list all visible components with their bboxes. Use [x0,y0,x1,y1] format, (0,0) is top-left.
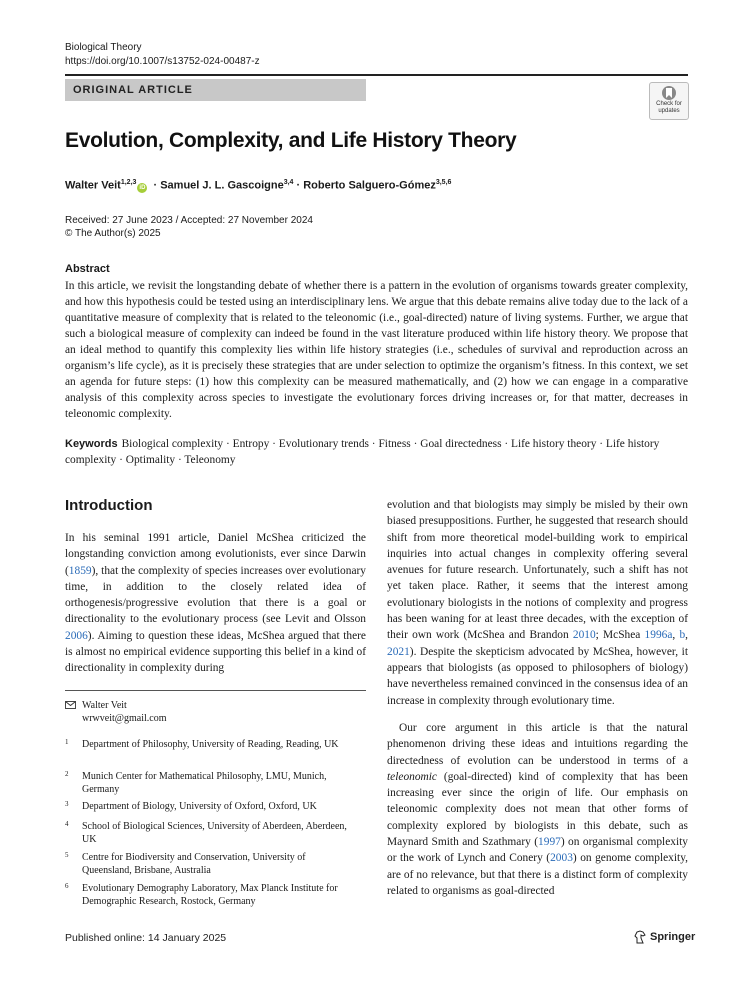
author-separator: · [293,179,304,192]
emphasis-text: teleonomic [387,770,437,783]
citation-link[interactable]: b [679,629,686,642]
affiliation-item [65,851,366,877]
text-run: , [672,629,680,642]
affiliation-text: School of Biological Sciences, University of Aberdeen, Aberdeen, UK [82,821,347,845]
article-type-banner: ORIGINAL ARTICLE [65,79,366,101]
keywords-heading: Keywords [65,438,118,450]
citation-link[interactable]: 2006 [65,629,88,642]
author-name[interactable]: Roberto Salguero-Gómez [303,179,436,192]
keywords-list: Biological complexity · Entropy · Evolutionary trends · Fitness · Goal directedness · Life history theory · Life history complexity · Optimality · Teleonomy [65,438,660,466]
published-online-date: Published online: 14 January 2025 [65,932,227,944]
affiliation-text: Centre for Biodiversity and Conservation, University of Queensland, Brisbane, Australia [82,852,306,876]
citation-link[interactable]: 2003 [550,852,573,865]
publisher-logo [634,930,695,944]
affiliation-item [65,820,366,846]
keywords-section [65,436,688,468]
citation-link[interactable]: 2021 [387,645,410,658]
crossmark-icon [661,85,677,101]
check-updates-line2: updates [658,108,680,114]
author-list [65,176,451,193]
text-run: ). Aiming to question these ideas, McShea argued that there is almost no empirical evidence supporting this belief in a kind of directionality in complexity during [65,629,366,675]
affiliation-text: Munich Center for Mathematical Philosophy, LMU, Munich, Germany [82,771,327,795]
text-run: ; McShea [595,629,645,642]
introduction-heading: Introduction [65,497,153,514]
citation-link[interactable]: 1997 [538,836,561,849]
doi-link[interactable]: https://doi.org/10.1007/s13752-024-00487-z [65,56,260,67]
affiliation-text: Evolutionary Demography Laboratory, Max Planck Institute for Demographic Research, Rostock, Germany [82,883,338,907]
text-run: ), that the complexity of species increases over evolutionary time, in addition to the closely related idea of orthogenesis/progressive evolution that there is a goal or directionality to the evolutionary process (see Levit and Olsson [65,564,366,626]
abstract-text: In this article, we revisit the longstanding debate of whether there is a pattern in the evolution of organisms towards greater complexity, and how this hypothesis could be tested using an interdisciplinary lens. We argue that this debate remains alive today due to the lack of a quantitative measure of complexity that is related to the teleonomic (i.e., goal-directed) nature of living systems. Further, we argue that such a biological measure of complexity can indeed be found in the vast literature produced within life history theory. We propose that an ideal method to quantify this complexity lies within life history strategies (i.e., schedules of survival and reproduction across an organism’s life cycle), as it is precisely these strategies that are under selection to optimize the organism’s fitness. In this context, we set an agenda for future steps: (1) how this complexity can be measured mathematically, and (2) how we can engage in a comparative analysis of this complexity across species to investigate the evolutionary forces driving increases or, for that matter, decreases in teleonomic complexity. [65,280,688,420]
citation-link[interactable]: 1996a [644,629,673,642]
text-run: ) on genome complexity, are of no relevance, but that there is a distinct form of complexity related to organisms as goal-directed [387,852,689,897]
check-updates-line1: Check for [656,101,682,107]
springer-horse-icon [634,930,647,944]
text-run: Our core argument in this article is that the natural phenomenon driving these ideas and intuitions regarding the directedness of evolution can be understood in terms of a [387,722,688,767]
affiliation-item [65,882,366,908]
received-accepted-dates: Received: 27 June 2023 / Accepted: 27 November 2024 [65,215,313,226]
author-affiliation-sup: 3,5,6 [435,179,452,186]
affiliation-item [65,738,366,751]
text-run: , [685,629,688,642]
envelope-icon [65,701,76,709]
citation-link[interactable]: 2010 [572,629,596,642]
affiliation-item [65,770,366,796]
affiliation-item [65,800,366,813]
author-affiliation-sup: 1,2,3 [120,179,137,186]
introduction-paragraph-2 [387,720,688,899]
affiliation-number: 3 [65,800,69,808]
footnote-rule [65,690,366,691]
corresponding-author-name: Walter Veit [82,700,127,711]
orcid-icon[interactable]: iD [139,184,146,191]
citation-link[interactable]: 1859 [68,564,92,577]
header-rule [65,74,688,76]
text-run: ). Despite the skepticism advocated by McShea, however, it appears that biologists (as opposed to philosophers of biology) have nevertheless remained convinced in the consensus idea of an increase in complexity through evolutionary time. [387,645,688,707]
author-affiliation-sup: 3,4 [283,179,294,186]
text-run: ) on organismal complexity or the work of Lynch and Conery ( [387,836,688,865]
author-name[interactable]: Samuel J. L. Gascoigne [160,179,284,192]
affiliation-number: 1 [65,738,69,746]
author-separator: · [150,179,161,192]
copyright-notice: © The Author(s) 2025 [65,228,161,239]
text-run: evolution and that biologists may simply be misled by their own biased presuppositions. Further, he suggested that research should shift from more theoretical model-building work to empirical inquiries into actual changes in complexity offering several avenues for future research. Unfortunately, such a shift has not yet taken place. Rather, it seems that the interest among evolutionary biologists in the notions of complexity and progress has been waning for at least three decades, with the exception of their own work (McShea and Brandon [387,499,688,642]
check-for-updates-badge[interactable] [649,82,689,120]
affiliation-number: 4 [65,820,69,828]
affiliation-text: Department of Biology, University of Oxford, Oxford, UK [82,801,317,812]
introduction-paragraph-1 [65,530,366,677]
affiliation-number: 2 [65,770,69,778]
affiliation-text: Department of Philosophy, University of Reading, Reading, UK [82,739,339,750]
introduction-paragraph-1-continued [387,497,688,709]
text-run: In his seminal 1991 article, Daniel McShea criticized the longstanding conviction among evolutionists, ever since Darwin ( [65,532,366,577]
journal-name: Biological Theory [65,42,142,53]
corresponding-author-email[interactable]: wrwveit@gmail.com [82,713,167,724]
affiliation-number: 5 [65,851,69,859]
abstract-heading: Abstract [65,263,110,275]
article-title: Evolution, Complexity, and Life History Theory [65,129,517,152]
text-run: (goal-directed) kind of complexity that has been increasing ever since the origin of life. Our emphasis on teleonomic complexity does not mean that other forms of complexity explored by biologists in this debate, such as Maynard Smith and Szathmary ( [387,770,688,849]
affiliation-number: 6 [65,882,69,890]
author-name[interactable]: Walter Veit [65,179,121,192]
publisher-name: Springer [650,931,696,943]
